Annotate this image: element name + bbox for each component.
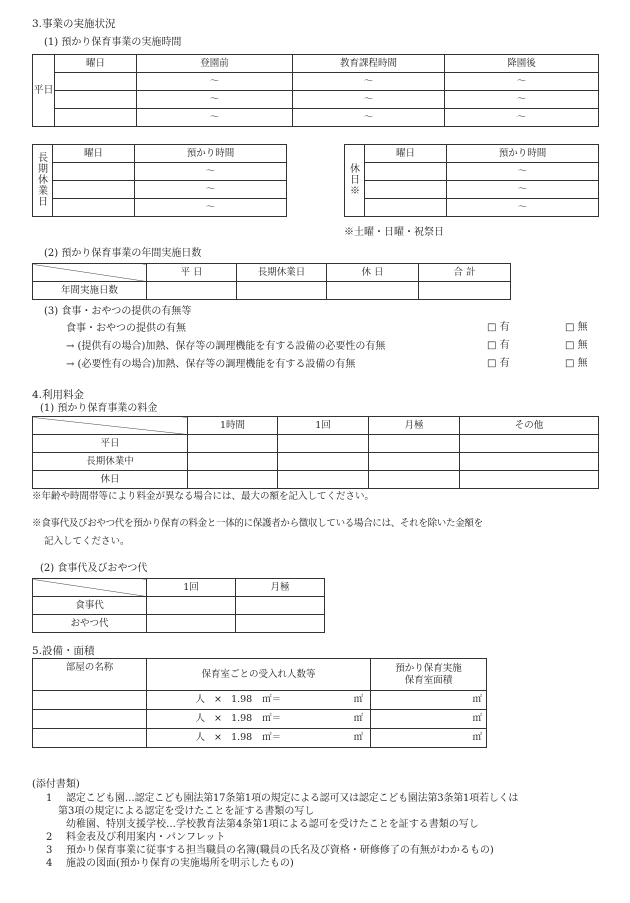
weekday-cell[interactable] xyxy=(53,181,135,199)
capacity-cell[interactable] xyxy=(147,691,371,710)
col-header-area-line2: 保育室面積 xyxy=(404,674,453,686)
col-header-holiday: 休 日 xyxy=(327,264,419,282)
room-name-cell[interactable] xyxy=(33,710,147,729)
fee-row-label: 長期休業中 xyxy=(33,453,188,471)
times-sign: × xyxy=(214,694,223,706)
area-unit: ㎡ xyxy=(472,732,482,744)
area-unit: ㎡ xyxy=(353,713,364,725)
col-header-before: 登園前 xyxy=(137,55,293,73)
col-header-room: 部屋の名称 xyxy=(33,659,147,691)
section3-sub2: (2) 預かり保育事業の年間実施日数 xyxy=(44,248,202,259)
fee-cell[interactable] xyxy=(369,453,460,471)
attachments-title: (添付書類) xyxy=(32,779,80,790)
checkbox-no[interactable]: □ 無 xyxy=(565,340,588,351)
area-cell[interactable] xyxy=(371,710,487,729)
area-unit: ㎡ xyxy=(353,694,364,706)
tilde-cell[interactable]: ～ xyxy=(135,181,287,199)
fee-cell[interactable] xyxy=(460,471,599,489)
attachment-num: 2 xyxy=(46,832,53,843)
col-header-weekday: 平 日 xyxy=(147,264,237,282)
checkbox-yes[interactable]: □ 有 xyxy=(487,358,510,369)
col-header-once: 1回 xyxy=(278,417,369,435)
fee-table xyxy=(32,416,599,489)
fee-cell[interactable] xyxy=(369,435,460,453)
weekday-cell[interactable] xyxy=(55,109,137,127)
col-header-once: 1回 xyxy=(147,579,236,597)
factor: 1.98 xyxy=(231,713,253,725)
section3-sub1: (1) 預かり保育事業の実施時間 xyxy=(44,37,182,48)
weekday-cell[interactable] xyxy=(53,199,135,217)
col-header-long-break: 長期休業日 xyxy=(237,264,327,282)
facility-table xyxy=(32,658,487,748)
weekday-cell[interactable] xyxy=(365,181,447,199)
times-sign: × xyxy=(214,732,223,744)
area-unit-eq: ㎡＝ xyxy=(262,713,282,725)
person-unit: 人 xyxy=(195,694,205,706)
checkbox-no[interactable]: □ 無 xyxy=(565,322,588,333)
annual-row-label: 年間実施日数 xyxy=(33,282,147,300)
section4-sub2: (2) 食事代及びおやつ代 xyxy=(40,563,148,574)
attachment-line: 預かり保育事業に従事する担当職員の名簿(職員の氏名及び資格・研修修了の有無がわかるもの) xyxy=(66,845,494,856)
person-unit: 人 xyxy=(195,732,205,744)
col-header-hours: 預かり時間 xyxy=(447,145,599,163)
weekday-time-table xyxy=(32,54,599,127)
attachment-num: 3 xyxy=(46,845,53,856)
area-unit: ㎡ xyxy=(472,713,482,725)
meal-row-label: 食事代 xyxy=(33,597,147,615)
tilde-cell[interactable]: ～ xyxy=(293,73,445,91)
fee-cell[interactable] xyxy=(278,435,369,453)
section4-sub1: (1) 預かり保育事業の料金 xyxy=(40,403,158,414)
holiday-label: 休日※ xyxy=(345,145,365,217)
room-name-cell[interactable] xyxy=(33,691,147,710)
weekday-cell[interactable] xyxy=(55,91,137,109)
fee-cell[interactable] xyxy=(188,435,278,453)
fee-row-label: 休日 xyxy=(33,471,188,489)
col-header-after: 降園後 xyxy=(445,55,599,73)
days-cell[interactable] xyxy=(147,282,237,300)
col-header-monthly: 月極 xyxy=(369,417,460,435)
factor: 1.98 xyxy=(231,732,253,744)
long-break-label: 長期休業日 xyxy=(33,145,53,217)
tilde-cell[interactable]: ～ xyxy=(445,73,599,91)
meal-fee-cell[interactable] xyxy=(236,615,325,633)
col-header-weekday: 曜日 xyxy=(365,145,447,163)
attachment-line: 幼稚園、特別支援学校…学校教育法第4条第1項による認可を受けたことを証する書類の写し xyxy=(66,819,479,830)
fee-note-2-cont: 記入してください。 xyxy=(44,536,130,547)
days-cell[interactable] xyxy=(419,282,511,300)
area-unit-eq: ㎡＝ xyxy=(262,694,282,706)
capacity-cell[interactable] xyxy=(147,710,371,729)
tilde-cell[interactable]: ～ xyxy=(445,91,599,109)
checkbox-yes[interactable]: □ 有 xyxy=(487,340,510,351)
meal-fee-cell[interactable] xyxy=(147,597,236,615)
weekday-cell[interactable] xyxy=(53,163,135,181)
area-unit: ㎡ xyxy=(472,694,482,706)
tilde-cell[interactable]: ～ xyxy=(135,199,287,217)
tilde-cell[interactable]: ～ xyxy=(135,163,287,181)
fee-cell[interactable] xyxy=(188,453,278,471)
col-header-hours: 預かり時間 xyxy=(135,145,287,163)
tilde-cell[interactable]: ～ xyxy=(137,109,293,127)
area-cell[interactable] xyxy=(371,691,487,710)
fee-cell[interactable] xyxy=(460,453,599,471)
area-cell[interactable] xyxy=(371,729,487,748)
meal-row-label: おやつ代 xyxy=(33,615,147,633)
tilde-cell[interactable]: ～ xyxy=(445,109,599,127)
col-header-area-line1: 預かり保育実施 xyxy=(395,662,462,674)
diagonal-cell xyxy=(33,417,188,435)
tilde-cell[interactable]: ～ xyxy=(293,91,445,109)
long-break-table xyxy=(32,144,287,217)
attachment-line: 認定こども園…認定こども園法第17条第1項の規定による認可又は認定こども園法第3条第1項若しくは xyxy=(66,793,519,804)
tilde-cell[interactable]: ～ xyxy=(447,199,599,217)
fee-cell[interactable] xyxy=(278,471,369,489)
attachment-num: 1 xyxy=(46,793,53,804)
meal-fee-cell[interactable] xyxy=(147,615,236,633)
tilde-cell[interactable]: ～ xyxy=(447,163,599,181)
factor: 1.98 xyxy=(231,694,253,706)
section3-sub3: (3) 食事・おやつの提供の有無等 xyxy=(44,306,192,317)
tilde-cell[interactable]: ～ xyxy=(137,73,293,91)
col-header-monthly: 月極 xyxy=(236,579,325,597)
fee-cell[interactable] xyxy=(278,453,369,471)
weekday-cell[interactable] xyxy=(55,73,137,91)
section5-title: 5.設備・面積 xyxy=(32,645,95,657)
fee-row-label: 平日 xyxy=(33,435,188,453)
col-header-capacity: 保育室ごとの受入れ人数等 xyxy=(147,659,371,691)
attachment-line: 施設の図面(預かり保育の実施場所を明示したもの) xyxy=(66,858,294,869)
fee-cell[interactable] xyxy=(188,471,278,489)
days-cell[interactable] xyxy=(327,282,419,300)
weekday-label: 平日 xyxy=(33,55,55,127)
checkbox-yes[interactable]: □ 有 xyxy=(487,322,510,333)
col-header-weekday: 曜日 xyxy=(53,145,135,163)
days-cell[interactable] xyxy=(237,282,327,300)
food-question: → (提供有の場合)加熱、保存等の調理機能を有する設備の必要性の有無 xyxy=(66,341,386,352)
capacity-cell[interactable] xyxy=(147,729,371,748)
food-question: 食事・おやつの提供の有無 xyxy=(66,323,186,334)
times-sign: × xyxy=(214,713,223,725)
section4-title: 4.利用料金 xyxy=(32,389,85,401)
attachment-line: 料金表及び利用案内・パンフレット xyxy=(66,832,226,843)
holiday-table xyxy=(344,144,599,217)
meal-fee-cell[interactable] xyxy=(236,597,325,615)
tilde-cell[interactable]: ～ xyxy=(137,91,293,109)
section3-title: 3.事業の実施状況 xyxy=(32,18,116,30)
fee-cell[interactable] xyxy=(460,435,599,453)
food-question: → (必要性有の場合)加熱、保存等の調理機能を有する設備の有無 xyxy=(66,359,356,370)
person-unit: 人 xyxy=(195,713,205,725)
holiday-note: ※土曜・日曜・祝祭日 xyxy=(344,227,444,238)
area-unit: ㎡ xyxy=(353,732,364,744)
fee-note-2: ※食事代及びおやつ代を預かり保育の料金と一体的に保護者から徴収している場合には、それを除いた金額を xyxy=(32,518,483,529)
col-header-class-hours: 教育課程時間 xyxy=(293,55,445,73)
tilde-cell[interactable]: ～ xyxy=(447,181,599,199)
attachment-num: 4 xyxy=(46,858,53,869)
col-header-other: その他 xyxy=(460,417,599,435)
tilde-cell[interactable]: ～ xyxy=(293,109,445,127)
diagonal-cell xyxy=(33,579,147,597)
area-unit-eq: ㎡＝ xyxy=(262,732,282,744)
col-header-total: 合 計 xyxy=(419,264,511,282)
weekday-cell[interactable] xyxy=(365,163,447,181)
annual-days-table xyxy=(32,263,511,300)
diagonal-cell xyxy=(33,264,147,282)
col-header-area xyxy=(371,659,487,691)
col-header-weekday: 曜日 xyxy=(55,55,137,73)
attachment-line: 第3項の規定による認定を受けたことを証する書類の写し xyxy=(58,806,315,817)
room-name-cell[interactable] xyxy=(33,729,147,748)
fee-cell[interactable] xyxy=(369,471,460,489)
col-header-hour: 1時間 xyxy=(188,417,278,435)
checkbox-no[interactable]: □ 無 xyxy=(565,358,588,369)
fee-note-1: ※年齢や時間帯等により料金が異なる場合には、最大の額を記入してください。 xyxy=(32,491,375,502)
weekday-cell[interactable] xyxy=(365,199,447,217)
meal-fee-table xyxy=(32,578,325,633)
